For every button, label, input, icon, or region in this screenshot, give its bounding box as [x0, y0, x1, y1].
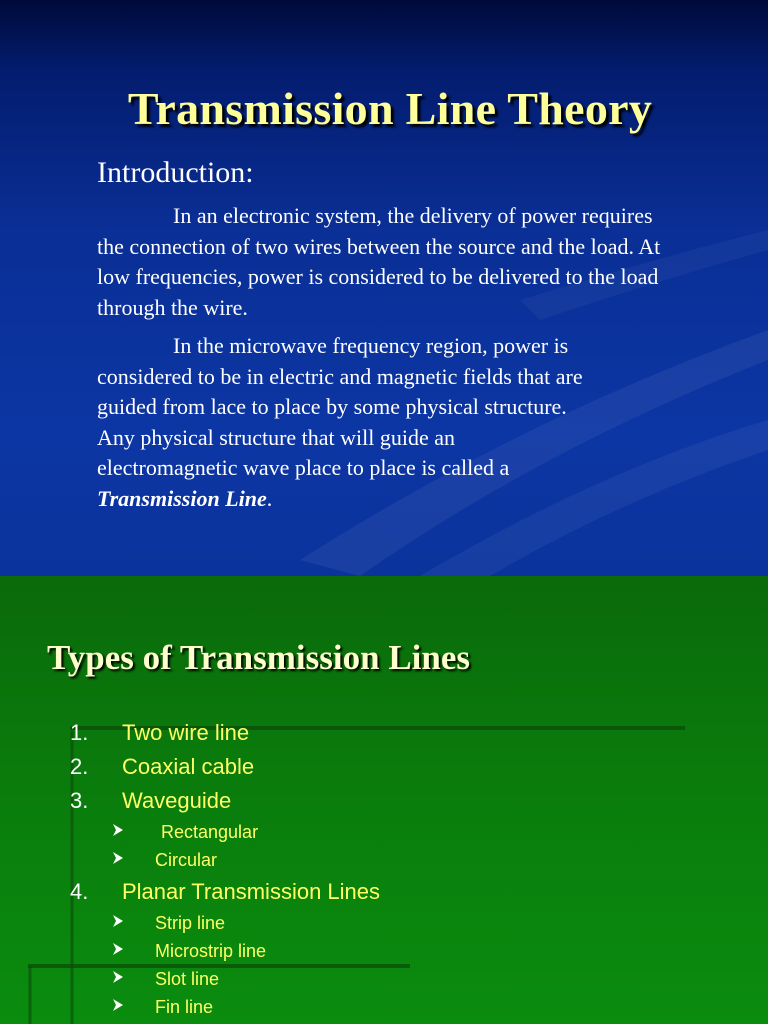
slide-title: Transmission Line Theory	[127, 83, 653, 134]
paragraph-1-text: In an electronic system, the delivery of power requires the connection of two wires between the source and the load. At low frequencies, power is considered to be delivered to the load through the wire.	[97, 203, 661, 320]
sub-list-item-label: Rectangular	[161, 822, 259, 842]
list-item-number: 4.	[70, 879, 89, 904]
sub-list-item-label: Circular	[155, 850, 218, 870]
sub-list-item-label: Slot line	[155, 969, 220, 989]
sub-list-item-label: Microstrip line	[155, 941, 267, 961]
paragraph-2-line-2: considered to be in electric and magnetic fields that are	[97, 363, 583, 389]
slide-title: Types of Transmission Lines	[47, 638, 471, 677]
list-item-label: Two wire line	[122, 720, 250, 745]
paragraph-2-line-3: guided from lace to place by some physical structure.	[97, 394, 567, 419]
list-item-number: 1.	[70, 720, 89, 745]
paragraph-2-period: .	[266, 485, 273, 511]
arrow-bullet-icon	[112, 998, 124, 1012]
paragraph-power-delivery	[97, 201, 677, 323]
sub-list-item-label: Fin line	[155, 997, 214, 1017]
transmission-line-types-list	[0, 576, 768, 1024]
list-item-label: Coaxial cable	[122, 754, 255, 779]
list-item-label: Waveguide	[122, 788, 232, 813]
arrow-bullet-icon	[112, 942, 124, 956]
list-item-label: Planar Transmission Lines	[122, 879, 381, 904]
arrow-bullet-icon	[112, 914, 124, 928]
list-item-number: 2.	[70, 754, 89, 779]
list-item-number: 3.	[70, 788, 89, 813]
paragraph-microwave-region	[97, 331, 677, 514]
arrow-bullet-icon	[112, 970, 124, 984]
section-heading-introduction: Introduction:	[97, 156, 254, 189]
term-transmission-line: Transmission Line	[97, 485, 267, 511]
slide-types-of-transmission-lines	[0, 576, 768, 1024]
paragraph-2-line-4: Any physical structure that will guide an	[97, 424, 456, 450]
arrow-bullet-icon	[112, 851, 124, 865]
paragraph-2-line-1: In the microwave frequency region, power is	[173, 333, 569, 358]
sub-list-item-label: Strip line	[155, 913, 226, 933]
paragraph-2-line-5: electromagnetic wave place to place is called a	[97, 455, 510, 480]
arrow-bullet-icon	[112, 823, 124, 837]
